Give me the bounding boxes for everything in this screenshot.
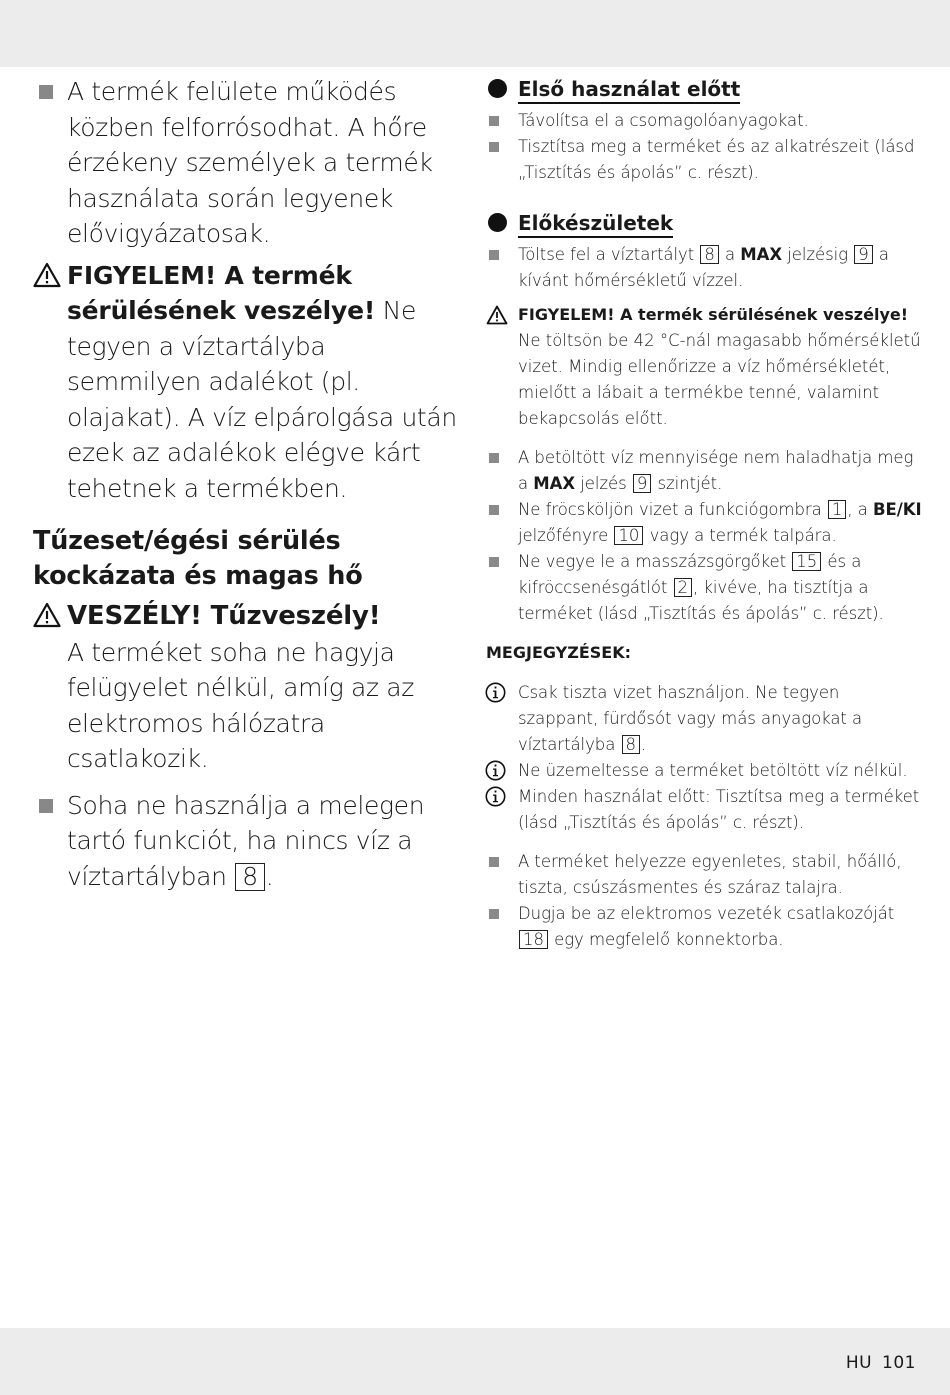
note-item: [486, 680, 922, 758]
list-item-text: jelzőfényre: [518, 526, 609, 545]
part-ref-badge: 9: [854, 245, 872, 264]
max-label: MAX: [533, 474, 576, 493]
part-ref-badge: 8: [622, 735, 640, 754]
list-item-text: Töltse fel a víztartályt: [518, 245, 695, 264]
notes-heading: MEGJEGYZÉSEK:: [486, 643, 632, 662]
list-item: [486, 497, 922, 549]
part-ref-badge: 8: [700, 245, 718, 264]
bullet-square-icon: [489, 505, 499, 515]
hot-surface-text: A termék felülete működés közben felforrósodhat. A hőre érzékeny személyek a termék használata során legyenek elővigyázatosak.: [67, 77, 433, 248]
warning-triangle-icon: [33, 602, 61, 628]
list-item-text: a kívánt hőmérsékletű vízzel.: [518, 245, 889, 290]
bullet-square-icon: [489, 250, 499, 260]
note-text: Minden használat előtt: Tisztítsa meg a terméket (lásd „Tisztítás és ápolás” c. részt).: [518, 787, 920, 832]
list-item: [486, 901, 922, 953]
keep-warm-end: .: [265, 861, 274, 891]
header-band: [0, 0, 950, 67]
fire-risk-heading: Tűzeset/égési sérülés kockázata és magas hő: [33, 526, 363, 591]
note-item: [486, 758, 922, 784]
bullet-square-icon: [489, 116, 499, 126]
warning-triangle-icon: [33, 262, 61, 288]
bullet-square-icon: [39, 799, 53, 813]
part-ref-badge: 9: [633, 474, 651, 493]
list-item-text: egy megfelelő konnektorba.: [554, 930, 784, 949]
list-item-text: Dugja be az elektromos vezeték csatlakozóját: [518, 904, 895, 923]
section-dot-icon: [488, 213, 507, 232]
on-off-label: BE/KI: [872, 500, 922, 519]
note-text: Ne üzemeltesse a terméket betöltött víz nélkül.: [518, 761, 908, 780]
bullet-square-icon: [489, 909, 499, 919]
section-preparation: [486, 208, 922, 238]
damage-warning-text: Ne tegyen a víztartályba semmilyen adalékot (pl. olajakat). A víz elpárolgása után ezek az adalékok elégve kárt tehetnek a termékben.: [67, 296, 457, 503]
part-ref-badge: 2: [674, 578, 692, 597]
list-item: [486, 549, 922, 627]
bullet-square-icon: [489, 857, 499, 867]
info-icon: [485, 760, 506, 781]
list-item: [486, 134, 922, 186]
list-item: [486, 108, 922, 134]
section-dot-icon: [488, 79, 507, 98]
list-item-text: , kivéve, ha tisztítja a terméket (lásd „Tisztítás és ápolás” c. részt).: [518, 578, 884, 623]
list-item-text: szintjét.: [652, 474, 723, 493]
section-preparation-title: Előkészületek: [518, 211, 673, 238]
list-item-text: A terméket helyezze egyenletes, stabil, hőálló, tiszta, csúszásmentes és száraz talajra.: [518, 852, 902, 897]
list-item: [486, 849, 922, 901]
list-item-text: Távolítsa el a csomagolóanyagokat.: [518, 111, 809, 130]
list-item-text: jelzésig: [782, 245, 849, 264]
list-item-text: és a kifröccsenésgátlót: [518, 552, 862, 597]
bullet-square-icon: [489, 557, 499, 567]
part-ref-badge: 1: [828, 500, 846, 519]
left-column: [33, 74, 463, 894]
note-text: .: [640, 735, 647, 754]
info-icon: [485, 786, 506, 807]
info-icon: [485, 682, 506, 703]
section-first-use: [486, 74, 922, 104]
bullet-square-icon: [489, 453, 499, 463]
fire-danger-warning: [33, 598, 463, 777]
part-ref-badge: 15: [792, 552, 821, 571]
list-item-text: jelzés: [575, 474, 627, 493]
list-item-text: a: [719, 245, 741, 264]
list-item-text: A betöltött víz mennyisége nem haladhatja meg a: [518, 448, 914, 493]
list-item-text: , a: [847, 500, 873, 519]
page-footer: [836, 1353, 916, 1373]
note-item: [486, 784, 922, 836]
list-item-text: Tisztítsa meg a terméket és az alkatrészeit (lásd „Tisztítás és ápolás” c. részt).: [518, 137, 915, 182]
language-code: HU: [845, 1353, 873, 1373]
list-item: [486, 445, 922, 497]
fire-danger-text: A terméket soha ne hagyja felügyelet nélkül, amíg az az elektromos hálózatra csatlakozik.: [67, 637, 415, 773]
bullet-square-icon: [39, 85, 53, 99]
temperature-warning-title: FIGYELEM! A termék sérülésének veszélye!: [518, 305, 909, 324]
part-ref-badge: 10: [614, 526, 643, 545]
keep-warm-bullet: [33, 788, 463, 895]
bullet-square-icon: [489, 142, 499, 152]
list-item-text: Ne vegye le a masszázsgörgőket: [518, 552, 787, 571]
max-label: MAX: [740, 245, 783, 264]
temperature-warning: [486, 302, 922, 432]
warning-triangle-icon: [486, 305, 508, 325]
keep-warm-text: Soha ne használja a melegen tartó funkciót, ha nincs víz a víztartályban: [67, 790, 425, 891]
part-ref-badge: 18: [519, 930, 548, 949]
section-first-use-title: Első használat előtt: [518, 77, 740, 104]
list-item-text: vagy a termék talpára.: [644, 526, 837, 545]
page-number: 101: [882, 1353, 916, 1373]
right-column: [486, 74, 922, 953]
damage-warning-title: FIGYELEM! A termék sérülésének veszélye!: [67, 260, 376, 325]
footer-band: [0, 1328, 950, 1395]
damage-warning: [33, 258, 463, 507]
hot-surface-bullet: [33, 74, 463, 252]
list-item: [486, 242, 922, 294]
fire-danger-title: VESZÉLY! Tűzveszély!: [67, 601, 381, 631]
note-text: Csak tiszta vizet használjon. Ne tegyen szappant, fürdősót vagy más anyagokat a víztartályba: [518, 683, 863, 754]
list-item-text: Ne fröcsköljön vizet a funkciógombra: [518, 500, 822, 519]
temperature-warning-text: Ne töltsön be 42 °C-nál magasabb hőmérsékletű vizet. Mindig ellenőrizze a víz hőmérsékletét, mielőtt a lábait a termékbe tenné, valamint bekapcsolás előtt.: [518, 331, 921, 428]
part-ref-badge: 8: [235, 863, 265, 891]
